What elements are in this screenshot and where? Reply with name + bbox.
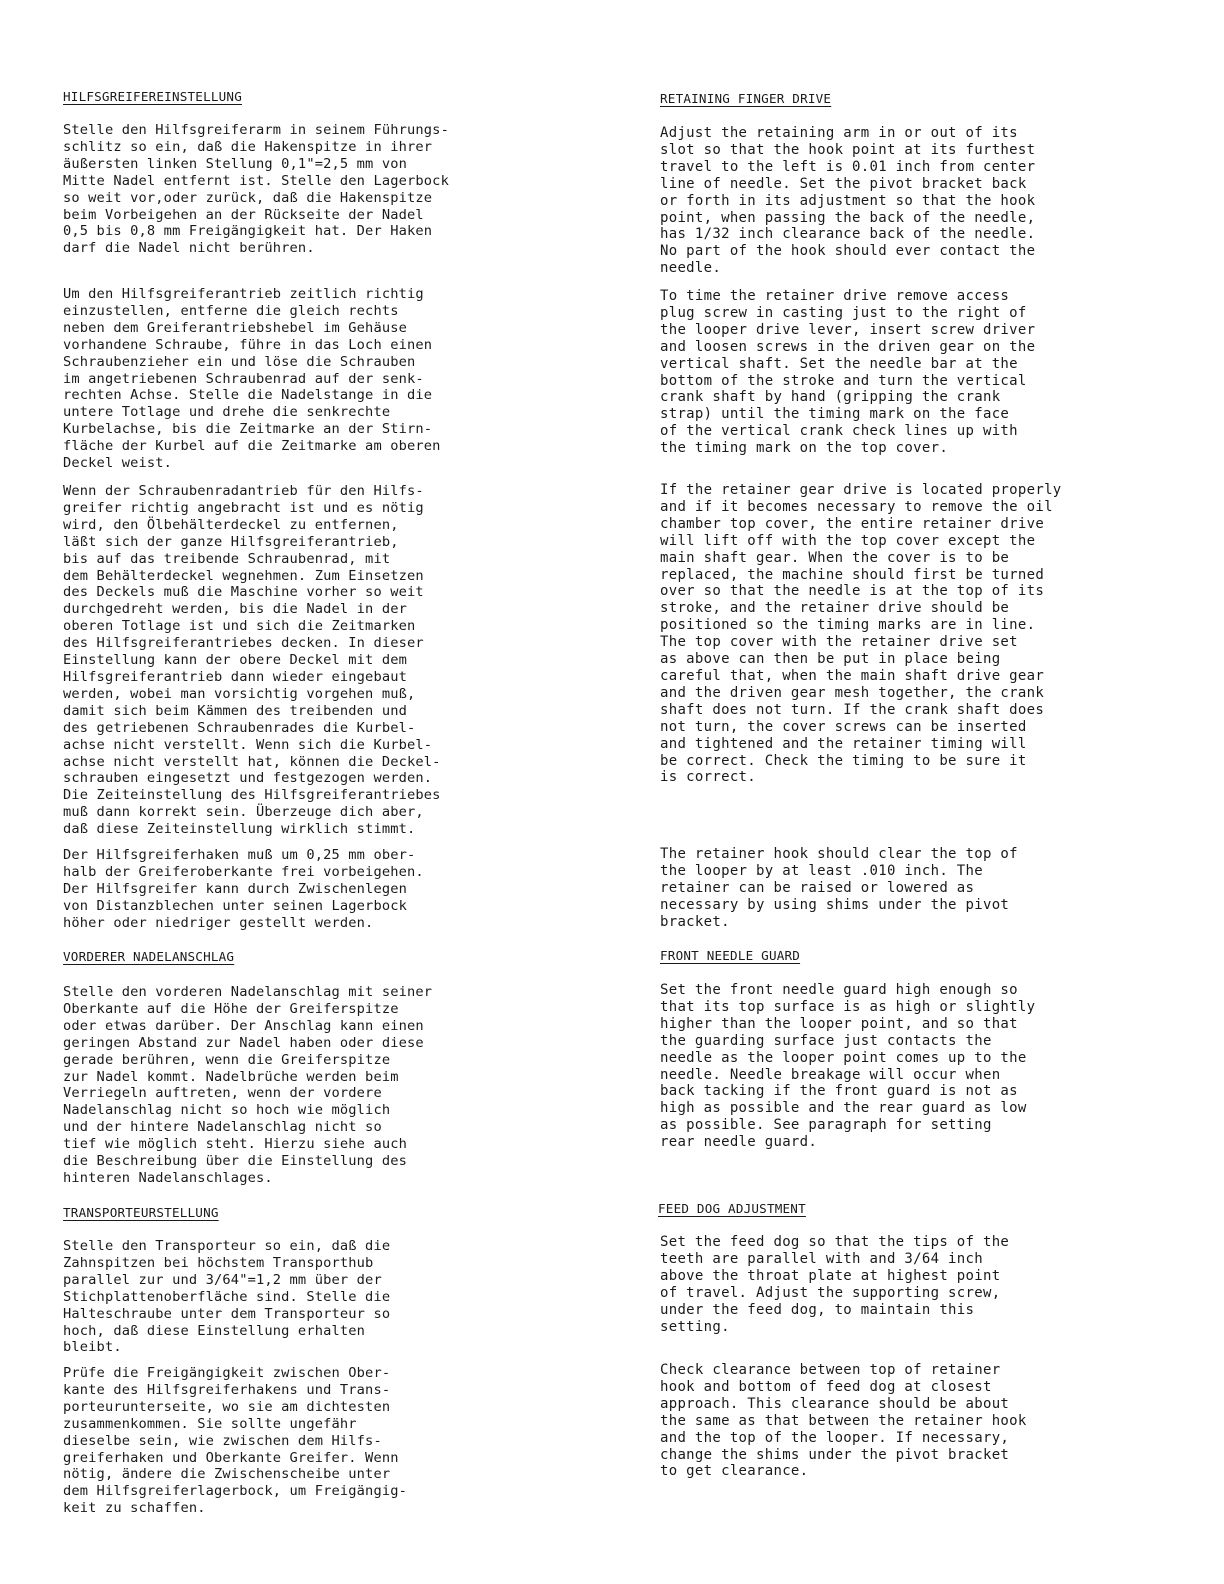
heading-transporteurstellung: TRANSPORTEURSTELLUNG <box>63 1205 219 1220</box>
paragraph-retainer-hook-clearance: The retainer hook should clear the top of the looper by at least .010 inch. The retainer can be raised or lowered as necessary by using shims under the pivot bracket. <box>660 846 1018 930</box>
paragraph-retaining-arm: Adjust the retaining arm in or out of its slot so that the hook point at its furthest travel to the left is 0.01 inch from center line of needle. Set the pivot bracket back or forth in its adjustment so that the hook point, when passing the back of the needle, has 1/32 inch clearance back of the needle. No part of the hook should ever contact the needle. <box>660 125 1036 277</box>
heading-front-needle-guard: FRONT NEEDLE GUARD <box>660 948 801 963</box>
heading-retaining-finger-drive: RETAINING FINGER DRIVE <box>660 91 832 106</box>
paragraph-retainer-timing: To time the retainer drive remove access plug screw in casting just to the right of the looper drive lever, insert screw driver and loosen screws in the driven gear on the vertical shaft. Set the needle bar at the bottom of the stroke and turn the vertical crank shaft by hand (gripping the crank strap) until the timing mark on the face of the vertical crank check lines up with the timing mark on the top cover. <box>660 288 1036 457</box>
paragraph-feed-dog: Set the feed dog so that the tips of the teeth are parallel with and 3/64 inch above the throat plate at highest point of travel. Adjust the supporting screw, under the feed dog, to maintain this setting. <box>660 1234 1010 1335</box>
paragraph-retainer-gear-drive: If the retainer gear drive is located properly and if it becomes necessary to remove the oil chamber top cover, the entire retainer drive will lift off with the top cover except the main shaft gear. When the cover is to be replaced, the machine should first be turned over so that the needle is at the top of its stroke, and the retainer drive should be positioned so the timing marks are in line. The top cover with the retainer drive set as above can then be put in place being careful that, when the main shaft drive gear and the driven gear mesh together, the crank shaft does not turn. If the crank shaft does not turn, the cover screws can be inserted and tightened and the retainer timing will be correct. Check the timing to be sure it is correct. <box>660 482 1062 786</box>
paragraph-front-needle-guard: Set the front needle guard high enough so that its top surface is as high or slightly higher than the looper point, and so that the guarding surface just contacts the needle as the looper point comes up to the needle. Needle breakage will occur when back tacking if the front guard is not as high as possible and the rear guard as low as possible. See paragraph for setting rear needle guard. <box>660 982 1036 1151</box>
paragraph-hilfsgreifer-arm: Stelle den Hilfsgreiferarm in seinem Führungs- schlitz so ein, daß die Hakenspitze in ihrer äußersten linken Stellung 0,1"=2,5 mm von Mitte Nadel entfernt ist. Stelle den Lagerbock so weit vor,oder zurück, daß die Hakenspitze beim Vorbeigehen an der Rückseite der Nadel 0,5 bis 0,8 mm Freigängigkeit hat. Der Haken darf die Nadel nicht berühren. <box>63 122 449 257</box>
heading-hilfsgreifereinstellung: HILFSGREIFEREINSTELLUNG <box>63 89 242 104</box>
heading-feed-dog-adjustment: FEED DOG ADJUSTMENT <box>658 1201 806 1216</box>
paragraph-hilfsgreifer-antrieb: Um den Hilfsgreiferantrieb zeitlich richtig einzustellen, entferne die gleich rechts neben dem Greiferantriebshebel im Gehäuse vorhandene Schraube, führe in das Loch einen Schraubenzieher ein und löse die Schrauben im angetriebenen Schraubenrad auf der senk- rechten Achse. Stelle die Nadelstange in die untere Totlage und drehe die senkrechte Kurbelachse, bis die Zeitmarke an der Stirn- fläche der Kurbel auf die Zeitmarke am oberen Deckel weist. <box>63 286 441 472</box>
paragraph-transporteur: Stelle den Transporteur so ein, daß die Zahnspitzen bei höchstem Transporthub parallel zur und 3/64"=1,2 mm über der Stichplattenoberfläche sind. Stelle die Halteschraube unter dem Transporteur so hoch, daß diese Einstellung erhalten bleibt. <box>63 1238 391 1356</box>
paragraph-feed-dog-clearance: Check clearance between top of retainer hook and bottom of feed dog at closest approach. This clearance should be about the same as that between the retainer hook and the top of the looper. If necessary, change the shims under the pivot bracket to get clearance. <box>660 1362 1027 1480</box>
paragraph-freigaengigkeit: Prüfe die Freigängigkeit zwischen Ober- kante des Hilfsgreiferhakens und Trans- porteurunterseite, wo sie am dichtesten zusammenkommen. Sie sollte ungefähr dieselbe sein, wie zwischen dem Hilfs- greiferhaken und Oberkante Greifer. Wenn nötig, ändere die Zwischenscheibe unter dem Hilfsgreiferlagerbock, um Freigängig- keit zu schaffen. <box>63 1365 408 1517</box>
paragraph-hilfsgreiferhaken: Der Hilfsgreiferhaken muß um 0,25 mm ober- halb der Greiferoberkante frei vorbeigehen. Der Hilfsgreifer kann durch Zwischenlegen von Distanzblechen unter seinen Lagerbock höher oder niedriger gestellt werden. <box>63 847 424 931</box>
heading-vorderer-nadelanschlag: VORDERER NADELANSCHLAG <box>63 949 235 964</box>
paragraph-schraubenradantrieb: Wenn der Schraubenradantrieb für den Hilfs- greifer richtig angebracht ist und es nötig wird, den Ölbehälterdeckel zu entfernen, läßt sich der ganze Hilfsgreiferantrieb, bis auf das treibende Schraubenrad, mit dem Behälterdeckel wegnehmen. Zum Einsetzen des Deckels muß die Maschine vorher so weit durchgedreht werden, bis die Nadel in der oberen Totlage ist und sich die Zeitmarken des Hilfsgreiferantriebes decken. In dieser Einstellung kann der obere Deckel mit dem Hilfsgreiferantrieb dann wieder eingebaut werden, wobei man vorsichtig vorgehen muß, damit sich beim Kämmen des treibenden und des getriebenen Schraubenrades die Kurbel- achse nicht verstellt. Wenn sich die Kurbel- achse nicht verstellt hat, können die Deckel- schrauben eingesetzt und festgezogen werden. Die Zeiteinstellung des Hilfsgreiferantriebes muß dann korrekt sein. Überzeuge dich aber, daß diese Zeiteinstellung wirklich stimmt. <box>63 483 441 838</box>
paragraph-nadelanschlag: Stelle den vorderen Nadelanschlag mit seiner Oberkante auf die Höhe der Greiferspitze oder etwas darüber. Der Anschlag kann einen geringen Abstand zur Nadel haben oder diese gerade berühren, wenn die Greiferspitze zur Nadel kommt. Nadelbrüche werden beim Verriegeln auftreten, wenn der vordere Nadelanschlag nicht so hoch wie möglich und der hintere Nadelanschlag nicht so tief wie möglich steht. Hierzu siehe auch die Beschreibung über die Einstellung des hinteren Nadelanschlages. <box>63 984 433 1186</box>
